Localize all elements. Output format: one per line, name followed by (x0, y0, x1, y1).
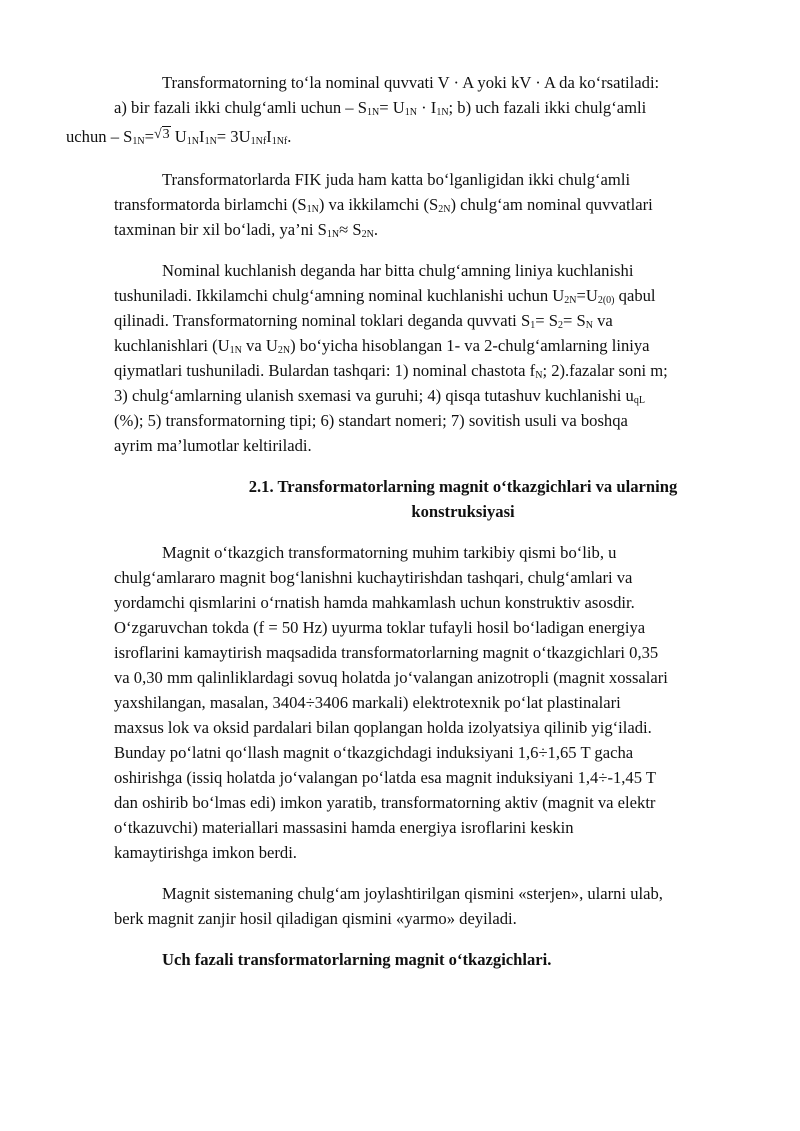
text-line: 3) chulg‘amlarning ulanish sxemasi va guruhi; 4) qisqa tutashuv kuchlanishi $u_{qL}$ (114, 386, 645, 406)
text-line: qiymatlari tushuniladi. Bulardan tashqari: 1) nominal chastota $f_N$; 2).fazalar soni m; (114, 361, 668, 381)
text-line: yordamchi qismlarini o‘rnatish hamda mahkamlash uchun konstruktiv asosdir. (114, 593, 635, 612)
text-line: tushuniladi. Ikkilamchi chulg‘amning nominal kuchlanishi uchun $U_{2N}=U_{2(0)}$ qabul (114, 286, 656, 306)
subheading-three-phase (114, 947, 740, 972)
text-line: va 0,30 mm qalinliklardagi sovuq holatda jo‘valangan anizotropli (magnit xossalari (114, 668, 668, 687)
text-line: Transformatorlarda FIK juda ham katta bo‘lganligidan ikki chulg‘amli (162, 170, 631, 189)
paragraph-nominal-voltage (114, 258, 740, 458)
heading-line: 2.1. Transformatorlarning magnit o‘tkazgichlari va ularning (248, 477, 678, 496)
paragraph-core-parts (114, 881, 740, 931)
text-line: Transformatorning to‘la nominal quvvati V · A yoki kV · A da ko‘rsatiladi: (162, 73, 660, 92)
text-line: berk magnit zanjir hosil qiladigan qismini «yarmo» deyiladi. (114, 909, 517, 928)
sqrt-symbol: √3 (153, 127, 170, 142)
paragraph-magnetic-core (114, 540, 740, 865)
text-line: o‘tkazuvchi) materiallari massasini hamda energiya isroflarini keskin (114, 818, 574, 837)
text-line: taxminan bir xil bo‘ladi, ya’ni $S_{1N}\approx S_{2N}$. (114, 220, 379, 240)
text-line: maxsus lok va oksid pardalari bilan qoplangan holda izolyatsiya qilinib yig‘iladi. (114, 718, 652, 737)
text-line: transformatorda birlamchi $(S_{1N})$ va ikkilamchi $(S_{2N})$ chulg‘am nominal quvvatlari (114, 195, 653, 215)
text-line: Magnit o‘tkazgich transformatorning muhim tarkibiy qismi bo‘lib, u (162, 543, 617, 562)
heading-line: konstruksiyasi (411, 502, 515, 521)
paragraph-nominal-power (66, 70, 740, 151)
text-line: Uch fazali transformatorlarning magnit o‘tkazgichlari. (162, 950, 552, 969)
text-line: a) bir fazali ikki chulg‘amli uchun – $S_{1N}= U_{1N} \cdot I_{1N}$; b) uch fazali ikki chulg‘amli (114, 98, 647, 118)
text-line: Magnit sistemaning chulg‘am joylashtirilgan qismini «sterjen», ularni ulab, (162, 884, 663, 903)
text-line: kuchlanishlari ($U_{1N}$ va $U_{2N}$) bo‘yicha hisoblangan 1- va 2-chulg‘amlarning liniya (114, 336, 650, 356)
text-line: qilinadi. Transformatorning nominal toklari deganda quvvati $S_1= S_2= S_N$ va (114, 311, 613, 331)
text-line: chulg‘amlararo magnit bog‘lanishni kuchaytirishdan tashqari, chulg‘amlari va (114, 568, 633, 587)
text-line: ayrim ma’lumotlar keltiriladi. (114, 436, 312, 455)
text-line: O‘zgaruvchan tokda (f = 50 Hz) uyurma toklar tufayli hosil bo‘ladigan energiya (114, 618, 646, 637)
text-line: dan oshirib bo‘lmas edi) imkon yaratib, transformatorning aktiv (magnit va elektr (114, 793, 656, 812)
text-line: kamaytirishga imkon berdi. (114, 843, 297, 862)
paragraph-efficiency (114, 167, 740, 242)
formula-line: uchun – $S_{1N}=√3$ $U_{1N}I_{1N}= 3U_{1Nf}I_{1Nf}$. (66, 120, 291, 151)
text-line: oshirishga (issiq holatda jo‘valangan po‘latda esa magnit induksiyani 1,4÷-1,45 T (114, 768, 657, 787)
text-line: Bunday po‘latni qo‘llash magnit o‘tkazgichdagi induksiyani 1,6÷1,65 T gacha (114, 743, 634, 762)
text-line: Nominal kuchlanish deganda har bitta chulg‘amning liniya kuchlanishi (162, 261, 634, 280)
section-heading (114, 474, 740, 524)
text-line: yaxshilangan, masalan, 3404÷3406 markali) elektrotexnik po‘lat plastinalari (114, 693, 621, 712)
text-line: (%); 5) transformatorning tipi; 6) standart nomeri; 7) sovitish usuli va boshqa (114, 411, 628, 430)
text-line: isroflarini kamaytirish maqsadida transformatorlarning magnit o‘tkazgichlari 0,35 (114, 643, 659, 662)
